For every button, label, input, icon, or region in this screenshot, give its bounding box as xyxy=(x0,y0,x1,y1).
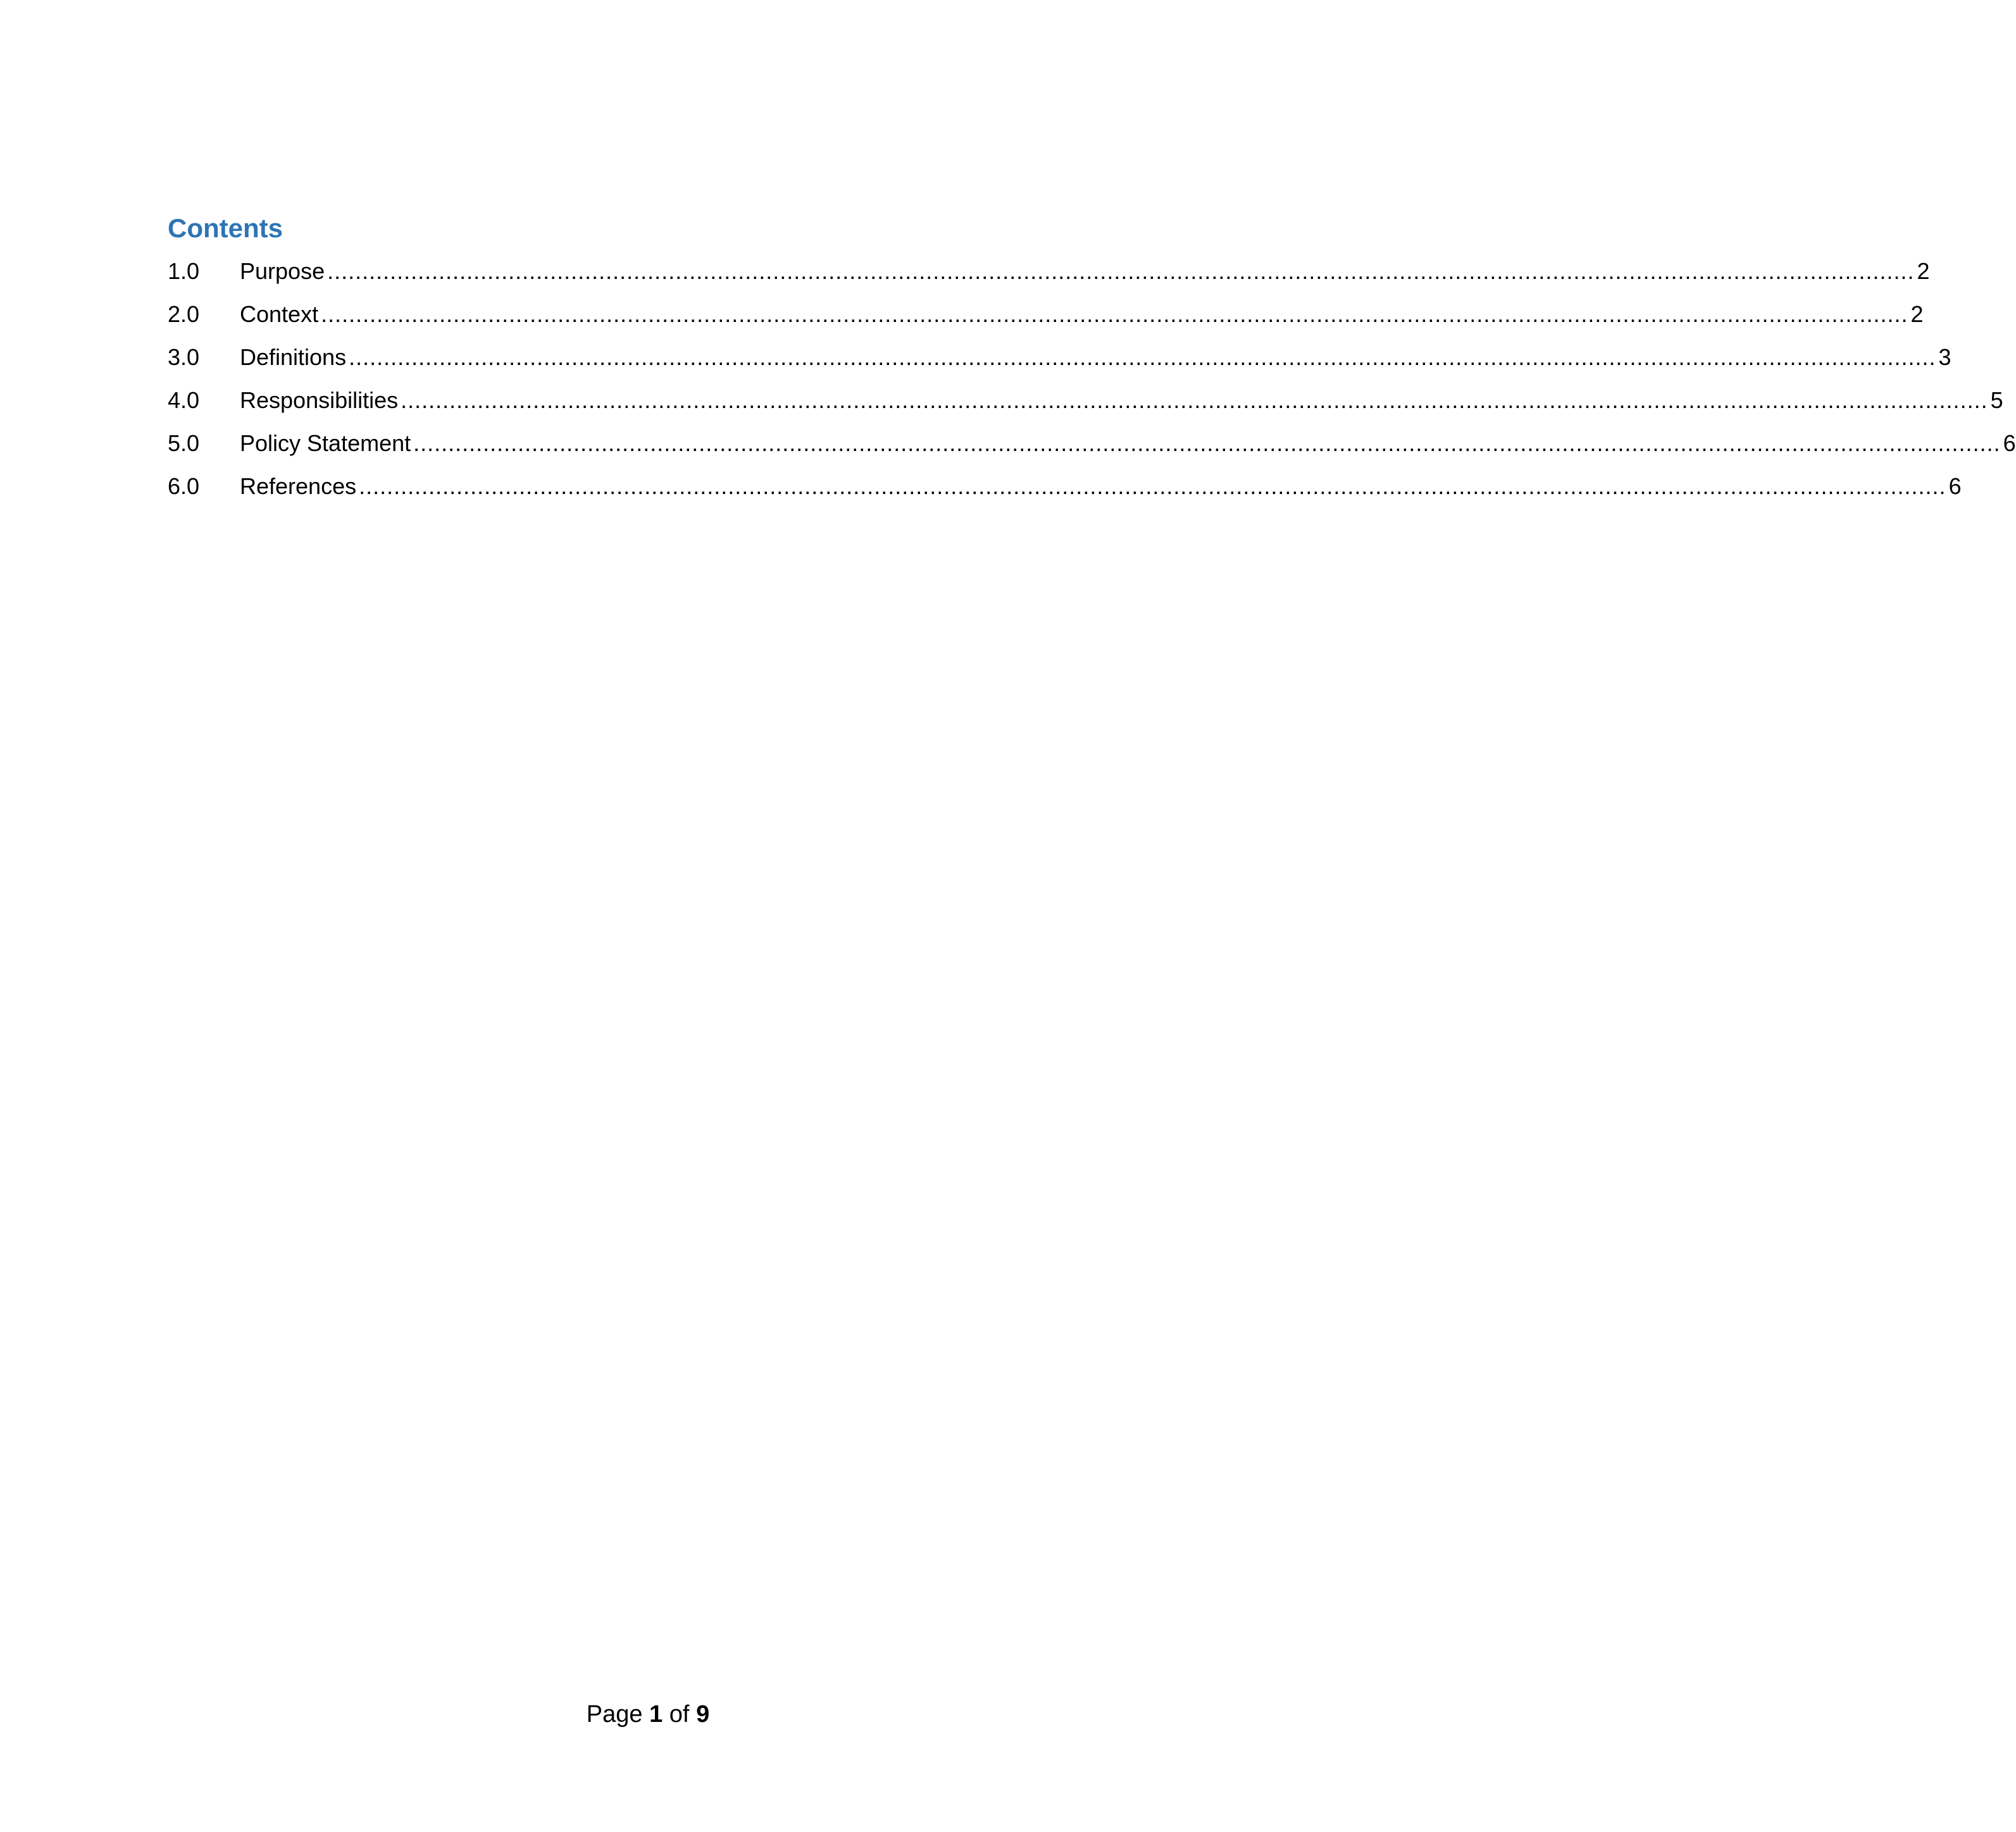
toc-entry-title: Definitions xyxy=(240,344,347,370)
toc-entry-purpose[interactable] xyxy=(168,254,1930,297)
toc-entry-page: 6 xyxy=(1948,473,1962,499)
toc-dot-leader: .................................................................................................................................................................................................................................... xyxy=(413,430,2001,456)
toc-entry-number: 4.0 xyxy=(168,387,200,413)
toc-entry-number: 2.0 xyxy=(168,301,200,327)
page-footer xyxy=(0,1698,1296,1731)
toc-entry-title: Context xyxy=(240,301,319,327)
toc-entry-definitions[interactable] xyxy=(168,340,1951,383)
footer-page-separator: of xyxy=(669,1701,690,1728)
toc-entry-policy-statement[interactable] xyxy=(168,426,2016,469)
toc-entry-title: References xyxy=(240,473,357,499)
toc-entry-references[interactable] xyxy=(168,469,1962,512)
toc-dot-leader: .................................................................................................................................................................................................................................... xyxy=(327,258,1915,284)
toc-entry-page: 2 xyxy=(1917,258,1930,284)
toc-entry-context[interactable] xyxy=(168,297,1924,340)
toc-entry-number: 3.0 xyxy=(168,344,200,370)
footer-page-prefix: Page xyxy=(586,1701,643,1728)
toc-entry-page: 5 xyxy=(1990,387,2003,413)
toc-entry-number: 6.0 xyxy=(168,473,200,499)
toc-entry-page: 3 xyxy=(1938,344,1951,370)
toc-dot-leader: .................................................................................................................................................................................................................................... xyxy=(359,473,1946,499)
toc-dot-leader: .................................................................................................................................................................................................................................... xyxy=(401,387,1988,413)
toc-dot-leader: .................................................................................................................................................................................................................................... xyxy=(321,301,1908,327)
toc-entry-page: 6 xyxy=(2003,430,2016,456)
toc-entry-title: Responsibilities xyxy=(240,387,399,413)
toc-entry-responsibilities[interactable] xyxy=(168,383,2003,426)
toc-entry-number: 1.0 xyxy=(168,258,200,284)
footer-total-pages: 9 xyxy=(696,1701,710,1728)
toc-heading: Contents xyxy=(168,213,283,243)
toc-entry-number: 5.0 xyxy=(168,430,200,456)
footer-current-page: 1 xyxy=(649,1701,663,1728)
toc-entry-title: Purpose xyxy=(240,258,325,284)
toc-list xyxy=(168,254,2016,512)
table-of-contents xyxy=(168,211,2016,512)
toc-entry-title: Policy Statement xyxy=(240,430,411,456)
toc-dot-leader: .................................................................................................................................................................................................................................... xyxy=(349,344,1936,370)
toc-entry-page: 2 xyxy=(1910,301,1924,327)
